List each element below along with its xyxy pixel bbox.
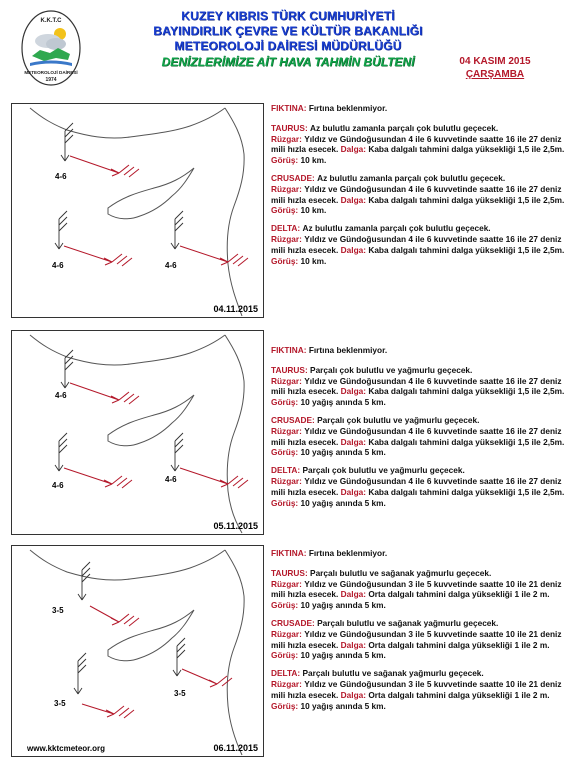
region-forecast-delta [271, 465, 565, 508]
wave-text: Kaba dalgalı tahmini dalga yüksekliği 1,5 ile 2,5m. [368, 436, 565, 447]
wind-text: Yıldız ve Gündoğusundan 3 ile 5 kuvvetinde saatte 10 ile 21 deniz mili hızla esecek. [271, 578, 562, 600]
forecast-text-day1 [271, 103, 565, 273]
wind-label: 3-5 [174, 689, 186, 698]
wind-text: Yıldız ve Gündoğusundan 3 ile 5 kuvvetinde saatte 10 ile 21 deniz mili hızla esecek. [271, 678, 562, 700]
forecast-map-day2 [11, 330, 264, 535]
region-name: FIKTINA: [271, 103, 307, 113]
wind-barbs [12, 546, 263, 756]
visibility-key: Görüş: [271, 205, 299, 216]
forecast-map-day1 [11, 103, 264, 318]
region-name: CRUSADE: [271, 172, 315, 183]
bulletin-day: ÇARŞAMBA [465, 69, 525, 80]
region-forecast-delta [271, 668, 565, 711]
website-link[interactable]: www.kktcmeteor.org [27, 744, 105, 753]
visibility-key: Görüş: [271, 650, 299, 661]
logo-year: 1974 [45, 77, 57, 83]
region-name: TAURUS: [271, 567, 308, 578]
wind-text: Yıldız ve Gündoğusundan 4 ile 6 kuvvetinde saatte 16 ile 27 deniz mili hızla esecek. [271, 425, 562, 447]
visibility-text: 10 yağış anında 5 km. [300, 397, 386, 408]
sky-text: Parçalı çok bulutlu ve yağmurlu geçecek. [310, 364, 473, 375]
visibility-text: 10 km. [300, 255, 327, 266]
wind-text: Yıldız ve Gündoğusundan 4 ile 6 kuvvetinde saatte 16 ile 27 deniz mili hızla esecek. [271, 475, 562, 497]
wind-text: Yıldız ve Gündoğusundan 4 ile 6 kuvvetinde saatte 16 ile 27 deniz mili hızla esecek. [271, 183, 562, 205]
region-name: TAURUS: [271, 122, 308, 133]
wave-key: Dalga: [340, 639, 367, 650]
wind-key: Rüzgar: [271, 375, 302, 386]
visibility-text: 10 km. [300, 155, 327, 166]
visibility-text: 10 yağış anında 5 km. [300, 700, 386, 711]
sky-text: Parçalı bulutlu ve sağanak yağmurlu geçecek. [317, 617, 499, 628]
region-name: CRUSADE: [271, 617, 315, 628]
map-date: 04.11.2015 [213, 304, 258, 314]
storm-text: Fırtına beklenmiyor. [308, 103, 388, 113]
wave-key: Dalga: [340, 386, 367, 397]
wave-key: Dalga: [340, 436, 367, 447]
meteorology-logo [20, 8, 82, 90]
forecast-map-day3 [11, 545, 264, 757]
visibility-text: 10 yağış anında 5 km. [300, 447, 386, 458]
wave-key: Dalga: [340, 144, 367, 155]
wind-label: 3-5 [52, 606, 64, 615]
wave-text: Orta dalgalı tahmini dalga yüksekliği 1 ile 2 m. [368, 589, 550, 600]
header-department: METEOROLOJİ DAİRESİ MÜDÜRLÜĞÜ [174, 39, 402, 53]
wave-text: Kaba dalgalı tahmini dalga yüksekliği 1,5 ile 2,5m. [368, 194, 565, 205]
storm-text: Fırtına beklenmiyor. [308, 548, 388, 558]
visibility-key: Görüş: [271, 447, 299, 458]
wind-text: Yıldız ve Gündoğusundan 4 ile 6 kuvvetinde saatte 16 ile 27 deniz mili hızla esecek. [271, 233, 562, 255]
wind-label: 4-6 [165, 261, 177, 270]
region-name: DELTA: [271, 223, 301, 234]
logo-bottom-text: METEOROLOJİ DAİRESİ [24, 70, 78, 75]
wind-barbs [12, 331, 263, 534]
header-republic: KUZEY KIBRIS TÜRK CUMHURİYETİ [181, 9, 395, 23]
visibility-key: Görüş: [271, 600, 299, 611]
wave-text: Orta dalgalı tahmini dalga yüksekliği 1 ile 2 m. [368, 639, 550, 650]
wind-text: Yıldız ve Gündoğusundan 3 ile 5 kuvvetinde saatte 10 ile 21 deniz mili hızla esecek. [271, 628, 562, 650]
wind-key: Rüzgar: [271, 678, 302, 689]
wind-key: Rüzgar: [271, 628, 302, 639]
wind-label: 4-6 [55, 391, 67, 400]
wind-label: 4-6 [52, 261, 64, 270]
sky-text: Parçalı bulutlu ve sağanak yağmurlu geçecek. [302, 668, 484, 679]
wind-key: Rüzgar: [271, 425, 302, 436]
wave-key: Dalga: [340, 689, 367, 700]
wind-text: Yıldız ve Gündoğusundan 4 ile 6 kuvvetinde saatte 16 ile 27 deniz mili hızla esecek. [271, 133, 562, 155]
bulletin-title: DENİZLERİMİZE AİT HAVA TAHMİN BÜLTENİ [161, 55, 415, 69]
region-name: FIKTINA: [271, 548, 307, 558]
wind-key: Rüzgar: [271, 233, 302, 244]
sky-text: Az bulutlu zamanla parçalı çok bulutlu geçecek. [302, 223, 491, 234]
visibility-key: Görüş: [271, 497, 299, 508]
wind-key: Rüzgar: [271, 475, 302, 486]
region-forecast-crusade [271, 415, 565, 458]
forecast-text-day3 [271, 548, 565, 718]
wave-text: Orta dalgalı tahmini dalga yüksekliği 1 ile 2 m. [368, 689, 550, 700]
storm-note [271, 345, 565, 356]
region-name: DELTA: [271, 465, 301, 476]
header-ministry: BAYINDIRLIK ÇEVRE VE KÜLTÜR BAKANLIĞI [153, 24, 423, 38]
forecast-text-day2 [271, 345, 565, 515]
region-name: CRUSADE: [271, 414, 315, 425]
sky-text: Az bulutlu zamanla parçalı çok bulutlu geçecek. [317, 172, 506, 183]
bulletin-date: 04 KASIM 2015 [459, 56, 531, 67]
sky-text: Parçalı çok bulutlu ve yağmurlu geçecek. [317, 414, 480, 425]
visibility-key: Görüş: [271, 155, 299, 166]
wave-key: Dalga: [340, 244, 367, 255]
region-forecast-taurus [271, 568, 565, 611]
sky-text: Parçalı bulutlu ve sağanak yağmurlu geçecek. [310, 567, 492, 578]
wind-key: Rüzgar: [271, 183, 302, 194]
map-date: 06.11.2015 [213, 743, 258, 753]
region-forecast-crusade [271, 618, 565, 661]
visibility-key: Görüş: [271, 255, 299, 266]
wind-key: Rüzgar: [271, 578, 302, 589]
visibility-text: 10 yağış anında 5 km. [300, 650, 386, 661]
wind-key: Rüzgar: [271, 133, 302, 144]
wave-key: Dalga: [340, 194, 367, 205]
region-name: TAURUS: [271, 364, 308, 375]
visibility-text: 10 km. [300, 205, 327, 216]
wave-key: Dalga: [340, 589, 367, 600]
wind-label: 4-6 [165, 475, 177, 484]
region-forecast-delta [271, 223, 565, 266]
logo-top-text: K.K.T.C [40, 18, 62, 24]
wind-label: 3-5 [54, 699, 66, 708]
sky-text: Az bulutlu zamanla parçalı çok bulutlu geçecek. [310, 122, 499, 133]
storm-note [271, 548, 565, 559]
map-date: 05.11.2015 [213, 521, 258, 531]
wave-text: Kaba dalgalı tahmini dalga yüksekliği 1,5 ile 2,5m. [368, 386, 565, 397]
wave-key: Dalga: [340, 486, 367, 497]
wave-text: Kaba dalgalı tahmini dalga yüksekliği 1,5 ile 2,5m. [368, 486, 565, 497]
wind-barbs [12, 104, 263, 317]
wind-label: 4-6 [52, 481, 64, 490]
region-forecast-taurus [271, 123, 565, 166]
visibility-text: 10 yağış anında 5 km. [300, 600, 386, 611]
wind-label: 4-6 [55, 172, 67, 181]
wave-text: Kaba dalgalı tahmini dalga yüksekliği 1,5 ile 2,5m. [368, 144, 565, 155]
region-forecast-taurus [271, 365, 565, 408]
wave-text: Kaba dalgalı tahmini dalga yüksekliği 1,5 ile 2,5m. [368, 244, 565, 255]
region-forecast-crusade [271, 173, 565, 216]
visibility-key: Görüş: [271, 397, 299, 408]
region-name: FIKTINA: [271, 345, 307, 355]
wind-text: Yıldız ve Gündoğusundan 4 ile 6 kuvvetinde saatte 16 ile 27 deniz mili hızla esecek. [271, 375, 562, 397]
visibility-text: 10 yağış anında 5 km. [300, 497, 386, 508]
storm-note [271, 103, 565, 114]
storm-text: Fırtına beklenmiyor. [308, 345, 388, 355]
sky-text: Parçalı çok bulutlu ve yağmurlu geçecek. [302, 465, 465, 476]
region-name: DELTA: [271, 668, 301, 679]
visibility-key: Görüş: [271, 700, 299, 711]
